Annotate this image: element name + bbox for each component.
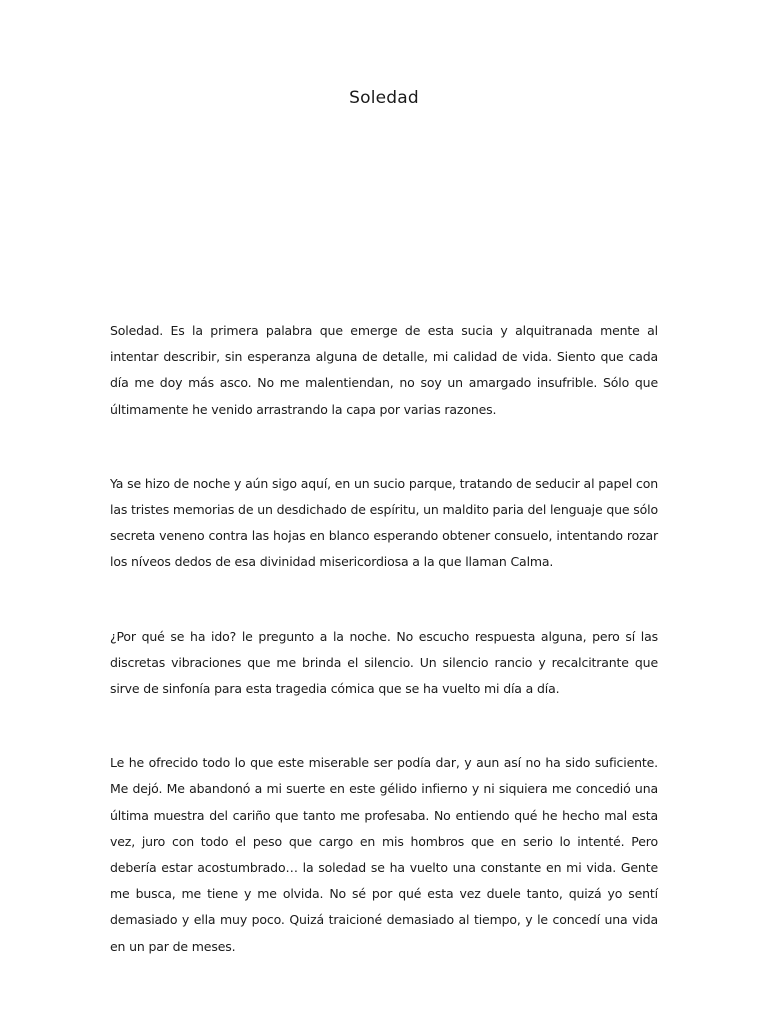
paragraph-1: Soledad. Es la primera palabra que emerge de esta sucia y alquitranada mente al intentar describir, sin esperanza alguna de detalle, mi calidad de vida. Siento que cada día me doy más asco. No me malentiendan, no soy un amargado insufrible. Sólo que últimamente he venido arrastrando la capa por varias razones. (110, 323, 658, 417)
paragraph-4: Le he ofrecido todo lo que este miserable ser podía dar, y aun así no ha sido suficiente. Me dejó. Me abandonó a mi suerte en este gélido infierno y ni siquiera me concedió una última muestra del cariño que tanto me profesaba. No entiendo qué he hecho mal esta vez, juro con todo el peso que cargo en mis hombros que en serio lo intenté. Pero debería estar acostumbrado… la soledad se ha vuelto una constante en mi vida. Gente me busca, me tiene y me olvida. No sé por qué esta vez duele tanto, quizá yo sentí demasiado y ella muy poco. Quizá traicioné demasiado al tiempo, y le concedí una vida en un par de meses. (110, 755, 658, 954)
document-title: Soledad (349, 88, 419, 108)
document-body (110, 318, 658, 960)
paragraph-3: ¿Por qué se ha ido? le pregunto a la noche. No escucho respuesta alguna, pero sí las discretas vibraciones que me brinda el silencio. Un silencio rancio y recalcitrante que sirve de sinfonía para esta tragedia cómica que se ha vuelto mi día a día. (110, 628, 658, 697)
paragraph-2: Ya se hizo de noche y aún sigo aquí, en un sucio parque, tratando de seducir al papel con las tristes memorias de un desdichado de espíritu, un maldito paria del lenguaje que sólo secreta veneno contra las hojas en blanco esperando obtener consuelo, intentando rozar los níveos dedos de esa divinidad misericordiosa a la que llaman Calma. (110, 475, 658, 570)
